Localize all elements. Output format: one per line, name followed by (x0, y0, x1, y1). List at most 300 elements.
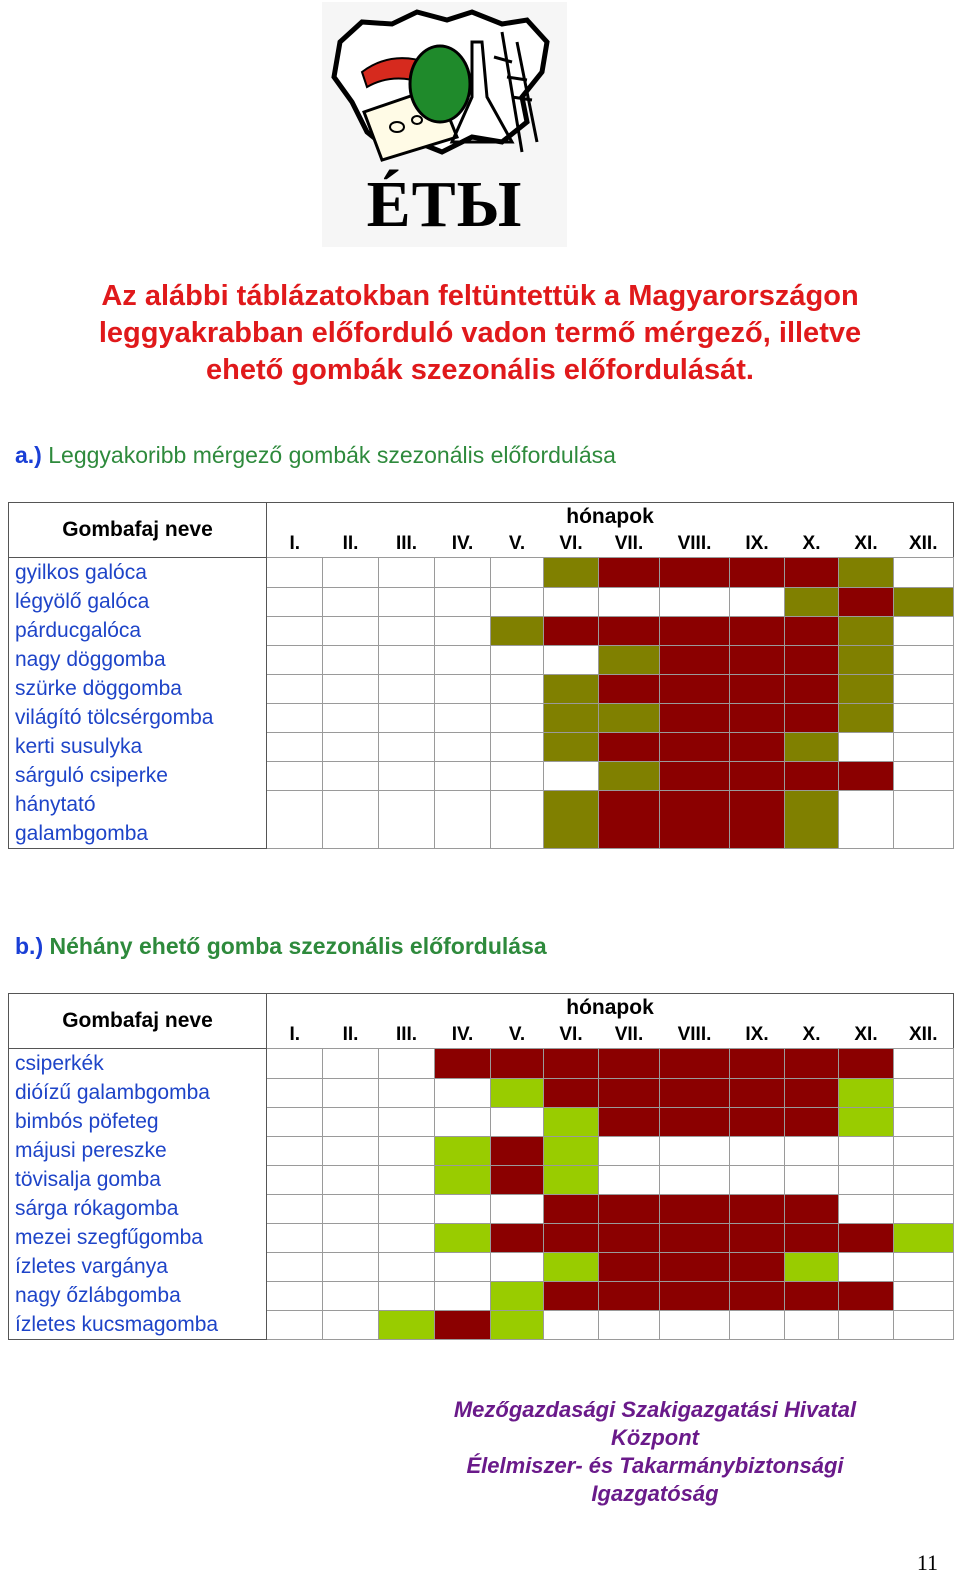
season-cell (379, 674, 435, 703)
season-cell (599, 1223, 660, 1252)
month-label: III. (379, 1022, 435, 1049)
season-cell (323, 558, 379, 588)
season-cell (785, 1310, 839, 1340)
season-cell (785, 587, 839, 616)
season-cell (544, 1136, 599, 1165)
mushroom-name: csiperkék (9, 1049, 267, 1079)
table-row (9, 761, 954, 790)
season-cell (599, 703, 660, 732)
season-cell (267, 587, 323, 616)
season-cell (785, 1165, 839, 1194)
season-cell (435, 703, 491, 732)
season-cell (491, 732, 544, 761)
footer-line: Igazgatóság (591, 1481, 719, 1506)
season-cell (730, 703, 785, 732)
season-cell (544, 703, 599, 732)
season-cell (491, 645, 544, 674)
mushroom-name: hánytató galambgomba (9, 790, 267, 849)
season-cell (435, 1310, 491, 1340)
season-cell (491, 1281, 544, 1310)
intro-text (20, 278, 940, 389)
intro-line: leggyakrabban előforduló vadon termő mérgező, illetve (98, 317, 862, 349)
section-a-text: Leggyakoribb mérgező gombák szezonális előfordulása (41, 442, 616, 468)
season-cell (894, 587, 954, 616)
season-cell (839, 1107, 894, 1136)
season-cell (894, 1078, 954, 1107)
season-cell (435, 674, 491, 703)
month-label: XI. (839, 1022, 894, 1049)
season-cell (323, 1136, 379, 1165)
season-cell (323, 674, 379, 703)
footer-line: Mezőgazdasági Szakigazgatási Hivatal (453, 1397, 857, 1422)
season-cell (599, 1078, 660, 1107)
footer-line: Élelmiszer- és Takarmánybiztonsági (466, 1453, 844, 1478)
month-label: II. (323, 1022, 379, 1049)
season-cell (435, 1078, 491, 1107)
season-cell (730, 645, 785, 674)
season-cell (730, 616, 785, 645)
season-cell (379, 558, 435, 588)
season-cell (894, 1107, 954, 1136)
table-row (9, 1078, 954, 1107)
season-cell (379, 1107, 435, 1136)
season-cell (379, 703, 435, 732)
season-cell (599, 1136, 660, 1165)
season-cell (267, 790, 323, 849)
footer-line: Központ (611, 1425, 699, 1450)
season-cell (894, 1281, 954, 1310)
season-cell (544, 1310, 599, 1340)
season-cell (599, 1165, 660, 1194)
table-row (9, 1107, 954, 1136)
season-cell (544, 761, 599, 790)
month-label: XII. (894, 531, 954, 558)
edible-mushroom-table (8, 993, 954, 1340)
season-cell (660, 1049, 730, 1079)
month-label: VI. (544, 531, 599, 558)
season-cell (599, 645, 660, 674)
table-row (9, 1223, 954, 1252)
mushroom-name: májusi pereszke (9, 1136, 267, 1165)
month-label: VIII. (660, 1022, 730, 1049)
season-cell (599, 1049, 660, 1079)
season-cell (267, 1136, 323, 1165)
name-column-header: Gombafaj neve (9, 503, 267, 558)
mushroom-name: nagy őzlábgomba (9, 1281, 267, 1310)
season-cell (491, 761, 544, 790)
season-cell (267, 558, 323, 588)
season-cell (730, 1049, 785, 1079)
season-cell (785, 558, 839, 588)
season-cell (323, 587, 379, 616)
season-cell (379, 790, 435, 849)
table-row (9, 558, 954, 588)
table-row (9, 1252, 954, 1281)
season-cell (599, 1310, 660, 1340)
season-cell (730, 761, 785, 790)
season-cell (730, 1281, 785, 1310)
season-cell (839, 1049, 894, 1079)
season-cell (491, 558, 544, 588)
season-cell (730, 1194, 785, 1223)
season-cell (660, 1310, 730, 1340)
season-cell (599, 761, 660, 790)
season-cell (839, 703, 894, 732)
season-cell (435, 1252, 491, 1281)
table-row (9, 703, 954, 732)
season-cell (491, 1252, 544, 1281)
season-cell (785, 1281, 839, 1310)
season-cell (730, 1223, 785, 1252)
season-cell (730, 1107, 785, 1136)
season-cell (544, 674, 599, 703)
season-cell (894, 732, 954, 761)
season-cell (660, 645, 730, 674)
table-row (9, 587, 954, 616)
months-header: hónapok (267, 994, 954, 1023)
season-cell (894, 761, 954, 790)
season-cell (544, 1165, 599, 1194)
season-cell (544, 558, 599, 588)
month-label: I. (267, 1022, 323, 1049)
name-column-header: Gombafaj neve (9, 994, 267, 1049)
month-label: VI. (544, 1022, 599, 1049)
month-label: I. (267, 531, 323, 558)
season-cell (267, 1107, 323, 1136)
season-cell (379, 1165, 435, 1194)
season-cell (839, 1310, 894, 1340)
season-cell (379, 732, 435, 761)
table-row (9, 645, 954, 674)
season-cell (660, 1107, 730, 1136)
season-cell (660, 616, 730, 645)
season-cell (839, 732, 894, 761)
table-row (9, 1310, 954, 1340)
season-cell (435, 1107, 491, 1136)
intro-line: Az alábbi táblázatokban feltüntettük a Magyarországon (101, 280, 859, 312)
season-cell (435, 761, 491, 790)
mushroom-name: gyilkos galóca (9, 558, 267, 588)
season-cell (491, 1078, 544, 1107)
season-cell (435, 1223, 491, 1252)
season-cell (660, 732, 730, 761)
season-cell (599, 1107, 660, 1136)
season-cell (435, 616, 491, 645)
season-cell (491, 1194, 544, 1223)
season-cell (491, 616, 544, 645)
season-cell (379, 1078, 435, 1107)
season-cell (660, 703, 730, 732)
month-label: V. (491, 1022, 544, 1049)
season-cell (267, 703, 323, 732)
season-cell (267, 645, 323, 674)
season-cell (785, 1252, 839, 1281)
season-cell (894, 1165, 954, 1194)
season-cell (660, 674, 730, 703)
season-cell (839, 1078, 894, 1107)
season-cell (785, 616, 839, 645)
season-cell (839, 790, 894, 849)
table-row (9, 1194, 954, 1223)
season-cell (839, 587, 894, 616)
season-cell (660, 1252, 730, 1281)
season-cell (544, 1194, 599, 1223)
mushroom-name: nagy döggomba (9, 645, 267, 674)
season-cell (660, 761, 730, 790)
season-cell (323, 1252, 379, 1281)
season-cell (730, 1252, 785, 1281)
month-label: III. (379, 531, 435, 558)
season-cell (379, 1049, 435, 1079)
season-cell (379, 1252, 435, 1281)
season-cell (491, 674, 544, 703)
month-label: XI. (839, 531, 894, 558)
season-cell (323, 1310, 379, 1340)
season-cell (435, 1165, 491, 1194)
season-cell (730, 587, 785, 616)
table-row (9, 1281, 954, 1310)
season-cell (785, 1049, 839, 1079)
season-cell (435, 645, 491, 674)
season-cell (435, 1281, 491, 1310)
season-cell (379, 1310, 435, 1340)
season-cell (839, 1252, 894, 1281)
season-cell (491, 1107, 544, 1136)
table-row (9, 674, 954, 703)
season-cell (267, 732, 323, 761)
season-cell (379, 616, 435, 645)
season-cell (660, 1165, 730, 1194)
table-row (9, 1165, 954, 1194)
season-cell (267, 1049, 323, 1079)
table-row (9, 790, 954, 849)
season-cell (323, 1223, 379, 1252)
month-label: II. (323, 531, 379, 558)
mushroom-name: légyölő galóca (9, 587, 267, 616)
season-cell (894, 703, 954, 732)
season-cell (435, 587, 491, 616)
season-cell (491, 1049, 544, 1079)
season-cell (785, 732, 839, 761)
season-cell (267, 1165, 323, 1194)
season-cell (785, 1136, 839, 1165)
season-cell (544, 645, 599, 674)
season-cell (435, 790, 491, 849)
season-cell (894, 1194, 954, 1223)
season-cell (839, 1223, 894, 1252)
section-b-prefix: b.) (15, 933, 44, 959)
season-cell (267, 1281, 323, 1310)
hungary-map-food-icon (322, 2, 567, 172)
season-cell (730, 790, 785, 849)
season-cell (599, 790, 660, 849)
season-cell (323, 703, 379, 732)
season-cell (599, 616, 660, 645)
month-label: IV. (435, 1022, 491, 1049)
month-label: IV. (435, 531, 491, 558)
mushroom-name: bimbós pöfeteg (9, 1107, 267, 1136)
season-cell (491, 1223, 544, 1252)
season-cell (544, 790, 599, 849)
season-cell (785, 1194, 839, 1223)
poisonous-mushroom-table (8, 502, 954, 849)
season-cell (379, 587, 435, 616)
section-b-title (15, 931, 547, 961)
season-cell (660, 558, 730, 588)
mushroom-name: sárguló csiperke (9, 761, 267, 790)
section-b-text: Néhány ehető gomba szezonális előfordulása (43, 933, 547, 959)
season-cell (599, 1252, 660, 1281)
season-cell (379, 645, 435, 674)
season-cell (544, 1107, 599, 1136)
mushroom-name: világító tölcsérgomba (9, 703, 267, 732)
season-cell (839, 1194, 894, 1223)
intro-line: ehető gombák szezonális előfordulását. (206, 354, 754, 386)
season-cell (785, 703, 839, 732)
season-cell (894, 674, 954, 703)
season-cell (599, 1194, 660, 1223)
season-cell (267, 1194, 323, 1223)
season-cell (491, 1165, 544, 1194)
season-cell (267, 1310, 323, 1340)
season-cell (491, 703, 544, 732)
season-cell (435, 1194, 491, 1223)
season-cell (323, 761, 379, 790)
season-cell (785, 790, 839, 849)
season-cell (660, 1078, 730, 1107)
season-cell (599, 587, 660, 616)
season-cell (435, 1136, 491, 1165)
season-cell (785, 674, 839, 703)
month-label: V. (491, 531, 544, 558)
season-cell (323, 790, 379, 849)
season-cell (379, 1223, 435, 1252)
mushroom-name: kerti susulyka (9, 732, 267, 761)
season-cell (267, 761, 323, 790)
mushroom-name: dióízű galambgomba (9, 1078, 267, 1107)
season-cell (839, 674, 894, 703)
season-cell (894, 1223, 954, 1252)
mushroom-name: szürke döggomba (9, 674, 267, 703)
month-label: XII. (894, 1022, 954, 1049)
mushroom-name: ízletes kucsmagomba (9, 1310, 267, 1340)
mushroom-name: tövisalja gomba (9, 1165, 267, 1194)
section-a-prefix: a.) (15, 442, 42, 468)
season-cell (435, 1049, 491, 1079)
season-cell (323, 732, 379, 761)
season-cell (323, 1281, 379, 1310)
season-cell (544, 587, 599, 616)
season-cell (730, 1136, 785, 1165)
month-label: X. (785, 1022, 839, 1049)
month-label: VII. (599, 1022, 660, 1049)
table-row (9, 1049, 954, 1079)
season-cell (785, 1223, 839, 1252)
season-cell (435, 732, 491, 761)
season-cell (839, 1165, 894, 1194)
season-cell (894, 790, 954, 849)
season-cell (894, 1252, 954, 1281)
season-cell (894, 616, 954, 645)
season-cell (323, 1194, 379, 1223)
season-cell (267, 1252, 323, 1281)
season-cell (894, 558, 954, 588)
logo-text: ÉTЫ (366, 168, 523, 241)
season-cell (785, 761, 839, 790)
season-cell (379, 1136, 435, 1165)
season-cell (491, 587, 544, 616)
section-a-title (15, 440, 616, 470)
season-cell (894, 1049, 954, 1079)
season-cell (379, 1281, 435, 1310)
season-cell (379, 1194, 435, 1223)
season-cell (894, 1310, 954, 1340)
season-cell (544, 1078, 599, 1107)
eti-logo (322, 2, 567, 247)
season-cell (267, 674, 323, 703)
season-cell (894, 1136, 954, 1165)
season-cell (599, 674, 660, 703)
season-cell (323, 1165, 379, 1194)
season-cell (660, 1136, 730, 1165)
season-cell (730, 1310, 785, 1340)
season-cell (323, 616, 379, 645)
season-cell (323, 1107, 379, 1136)
season-cell (267, 1223, 323, 1252)
season-cell (730, 732, 785, 761)
table-row (9, 616, 954, 645)
mushroom-name: sárga rókagomba (9, 1194, 267, 1223)
season-cell (544, 732, 599, 761)
month-label: IX. (730, 1022, 785, 1049)
season-cell (839, 558, 894, 588)
season-cell (894, 645, 954, 674)
season-cell (323, 1049, 379, 1079)
footer-institution (420, 1396, 890, 1508)
month-label: IX. (730, 531, 785, 558)
season-cell (785, 645, 839, 674)
season-cell (730, 1078, 785, 1107)
mushroom-name: ízletes vargánya (9, 1252, 267, 1281)
months-header: hónapok (267, 503, 954, 532)
season-cell (323, 645, 379, 674)
season-cell (544, 1223, 599, 1252)
season-cell (785, 1107, 839, 1136)
season-cell (730, 674, 785, 703)
month-label: VIII. (660, 531, 730, 558)
season-cell (730, 558, 785, 588)
season-cell (491, 1310, 544, 1340)
table-row (9, 732, 954, 761)
season-cell (544, 1252, 599, 1281)
season-cell (660, 790, 730, 849)
season-cell (839, 761, 894, 790)
season-cell (660, 1281, 730, 1310)
season-cell (267, 1078, 323, 1107)
season-cell (544, 1049, 599, 1079)
month-label: VII. (599, 531, 660, 558)
season-cell (660, 587, 730, 616)
season-cell (379, 761, 435, 790)
season-cell (491, 1136, 544, 1165)
season-cell (660, 1223, 730, 1252)
season-cell (730, 1165, 785, 1194)
season-cell (599, 732, 660, 761)
page-number: 11 (916, 1550, 938, 1575)
season-cell (839, 645, 894, 674)
season-cell (544, 616, 599, 645)
season-cell (491, 790, 544, 849)
